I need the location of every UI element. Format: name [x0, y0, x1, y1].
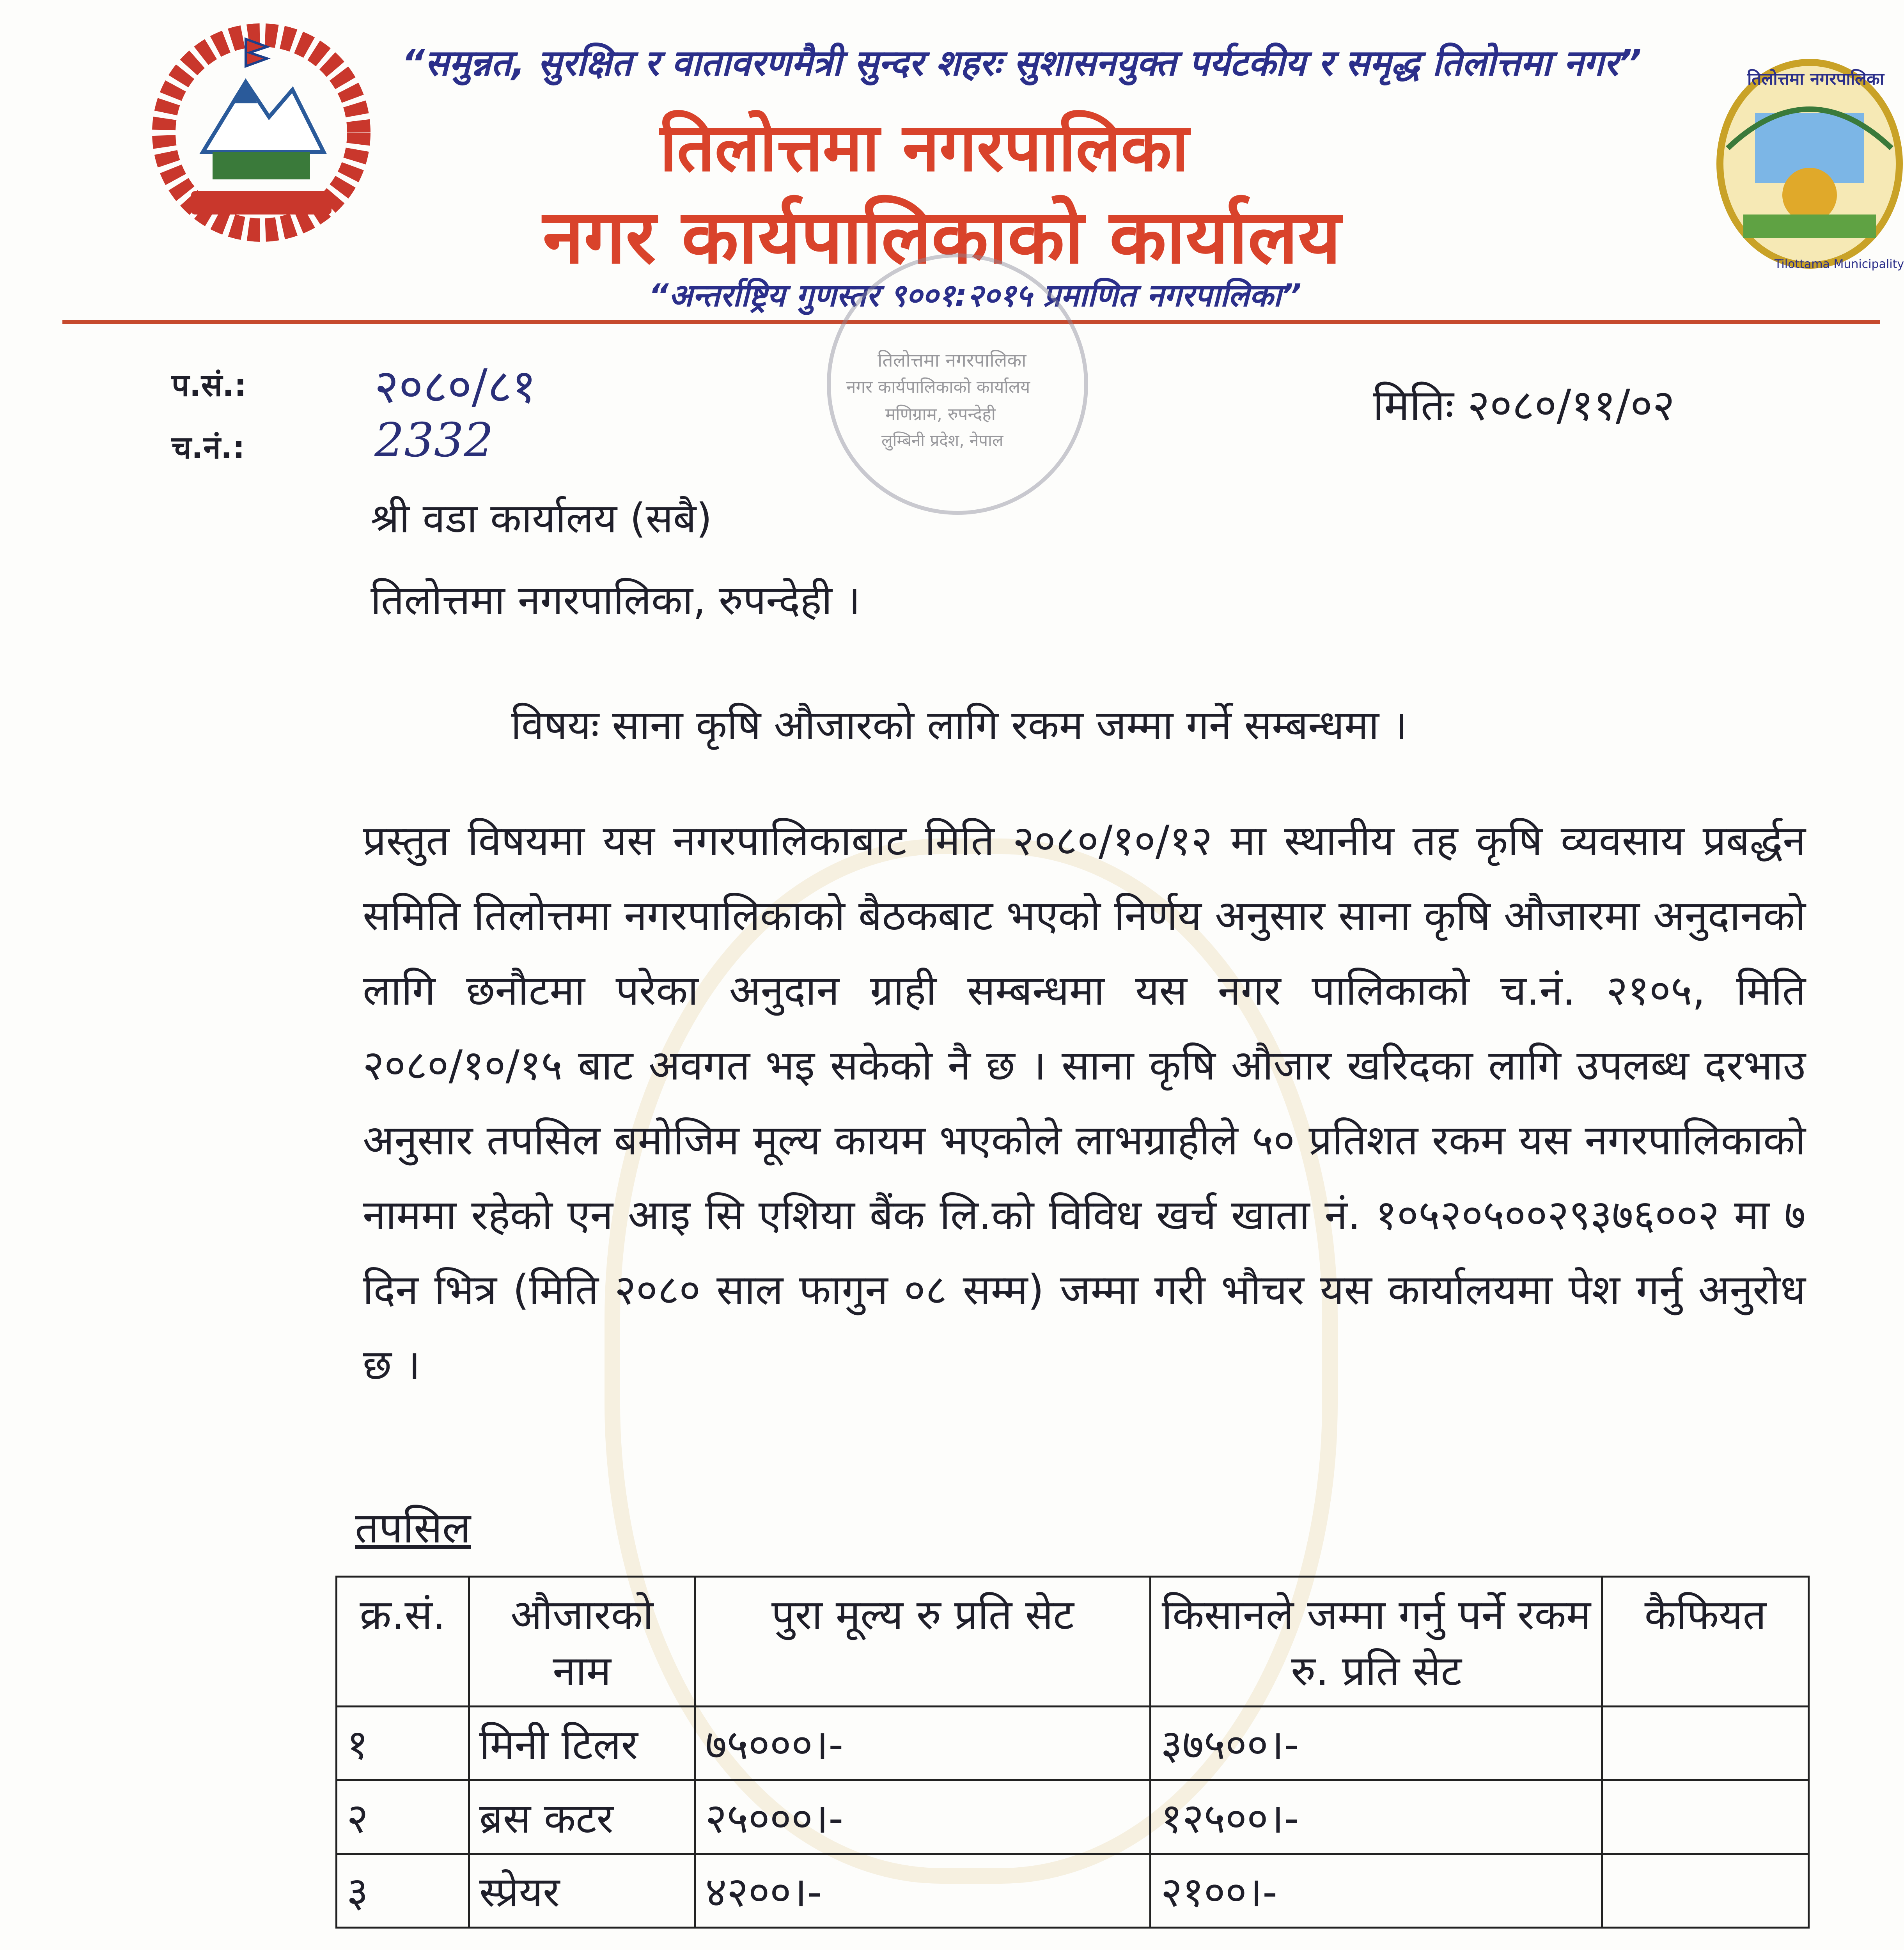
- subject-line: विषयः साना कृषि औजारको लागि रकम जम्मा गर्ने सम्बन्धमा ।: [511, 701, 1408, 749]
- table-caption: तपसिल: [355, 1504, 471, 1553]
- municipality-motto: “समुन्नत, सुरक्षित र वातावरणमैत्री सुन्दर शहरः सुशासनयुक्त पर्यटकीय र समृद्ध तिलोत्तमा नगर”: [402, 42, 1642, 84]
- table-header-row: [337, 1577, 1809, 1707]
- col-remarks: कैफियत: [1602, 1577, 1809, 1707]
- stamp-line-2: नगर कार्यपालिकाको कार्यालय: [846, 377, 1030, 397]
- table-row: [337, 1780, 1809, 1854]
- fiscal-year-label: प.सं.:: [172, 367, 247, 403]
- municipality-name: तिलोत्तमा नगरपालिका: [659, 109, 1189, 186]
- office-name: नगर कार्यपालिकाको कार्यालय: [542, 194, 1341, 280]
- date-label: मितिः: [1373, 380, 1454, 430]
- office-stamp: [827, 254, 1088, 515]
- col-farmer-deposit: किसानले जम्मा गर्नु पर्ने रकम रु. प्रति सेट: [1151, 1577, 1602, 1707]
- cell-remarks: [1602, 1707, 1809, 1780]
- tool-price-table: [335, 1576, 1810, 1929]
- recipient-line-2: तिलोत्तमा नगरपालिका, रुपन्देही ।: [371, 576, 861, 624]
- cell-farmer-deposit: २१००।-: [1151, 1854, 1602, 1928]
- cell-remarks: [1602, 1780, 1809, 1854]
- col-tool-name: औजारको नाम: [469, 1577, 695, 1707]
- cell-full-price: २५०००।-: [695, 1780, 1151, 1854]
- recipient-line-1: श्री वडा कार्यालय (सबै): [371, 495, 712, 542]
- cell-tool-name: मिनी टिलर: [469, 1707, 695, 1780]
- cell-serial: २: [337, 1780, 469, 1854]
- cell-tool-name: ब्रस कटर: [469, 1780, 695, 1854]
- certification-line: “अन्तर्राष्ट्रिय गुणस्तर ९००१:२०१५ प्रमाणित नगरपालिका”: [649, 277, 1301, 314]
- cell-remarks: [1602, 1854, 1809, 1928]
- cell-serial: १: [337, 1707, 469, 1780]
- municipality-logo: [1704, 47, 1904, 281]
- table-row: [337, 1854, 1809, 1928]
- municipality-logo-text-en: Tilottama Municipality: [1775, 257, 1904, 271]
- cell-farmer-deposit: १२५००।-: [1151, 1780, 1602, 1854]
- cell-full-price: ४२००।-: [695, 1854, 1151, 1928]
- dispatch-number-label: च.नं.:: [172, 429, 245, 466]
- cell-full-price: ७५०००।-: [695, 1707, 1151, 1780]
- col-full-price: पुरा मूल्य रु प्रति सेट: [695, 1577, 1151, 1707]
- fiscal-year-value: २०८०/८१: [374, 360, 536, 414]
- stamp-line-4: लुम्बिनी प्रदेश, नेपाल: [881, 431, 1003, 450]
- date-value: २०८०/११/०२: [1467, 380, 1675, 430]
- col-serial: क्र.सं.: [337, 1577, 469, 1707]
- national-emblem-logo: [129, 23, 394, 242]
- letter-body: प्रस्तुत विषयमा यस नगरपालिकाबाट मिति २०८०/१०/१२ मा स्थानीय तह कृषि व्यवसाय प्रबर्द्धन समिति तिलोत्तमा नगरपालिकाको बैठकबाट भएको निर्णय अनुसार साना कृषि औजारमा अनुदानको लागि छनौटमा परेका अनुदान ग्राही सम्बन्धमा यस नगर पालिकाको च.नं. २१०५, मिति २०८०/१०/१५ बाट अवगत भइ सकेको नै छ । साना कृषि औजार खरिदका लागि उपलब्ध दरभाउ अनुसार तपसिल बमोजिम मूल्य कायम भएकोले लाभग्राहीले ५० प्रतिशत रकम यस नगरपालिकाको नाममा रहेको एन आइ सि एशिया बैंक लि.को विविध खर्च खाता नं. १०५२०५००२९३७६००२ मा ७ दिन भित्र (मिति २०८० साल फागुन ०८ सम्म) जम्मा गरी भौचर यस कार्यालयमा पेश गर्नु अनुरोध छ ।: [363, 817, 1806, 1389]
- stamp-line-1: तिलोत्तमा नगरपालिका: [878, 349, 1026, 371]
- date-block: [1373, 374, 1675, 433]
- cell-farmer-deposit: ३७५००।-: [1151, 1707, 1602, 1780]
- dispatch-number-value: 2332: [374, 413, 494, 468]
- table-row: [337, 1707, 1809, 1780]
- cell-tool-name: स्प्रेयर: [469, 1854, 695, 1928]
- cell-serial: ३: [337, 1854, 469, 1928]
- stamp-line-3: मणिग्राम, रुपन्देही: [885, 404, 996, 424]
- municipality-logo-text: तिलोत्तमा नगरपालिका: [1747, 69, 1884, 89]
